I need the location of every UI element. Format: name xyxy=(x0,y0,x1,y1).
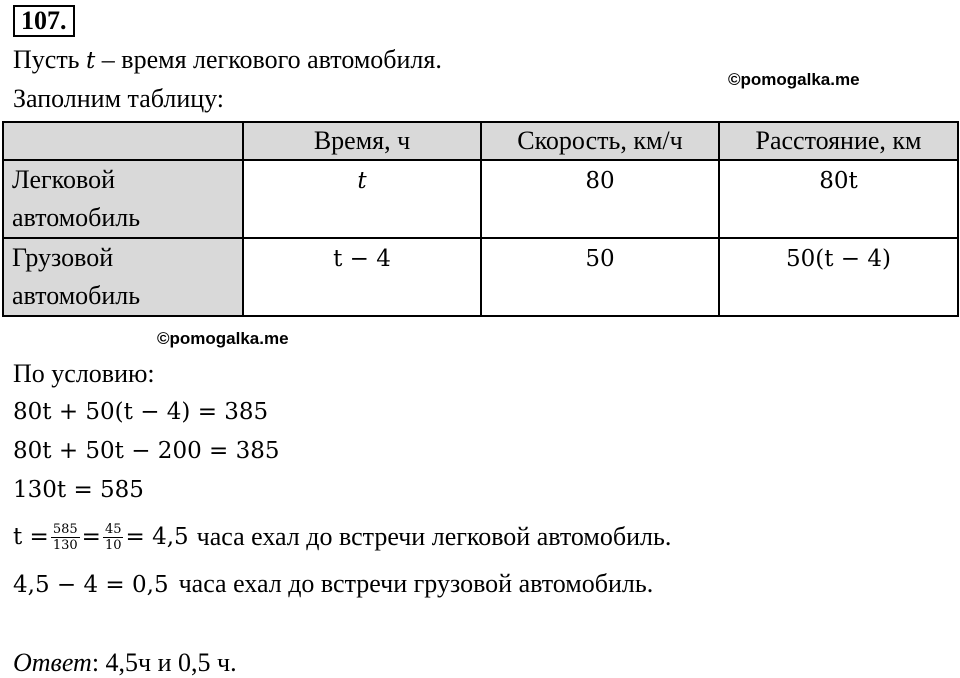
solution-lhs: t = xyxy=(13,524,49,550)
fraction-numerator: 45 xyxy=(104,521,122,537)
table-header-row xyxy=(3,122,958,160)
fraction-denominator: 130 xyxy=(52,537,78,553)
intro-let-var: t xyxy=(86,48,96,74)
table-cell-distance xyxy=(719,238,958,316)
row-label-line1: Легковой xyxy=(12,165,115,194)
row-label-line2: автомобиль xyxy=(12,203,141,232)
table-header-time: Время, ч xyxy=(243,122,481,160)
truck-line xyxy=(13,569,653,600)
table-cell-speed xyxy=(481,160,719,238)
fraction xyxy=(103,522,124,553)
equation-line: 80t + 50t − 200 = 385 xyxy=(13,438,280,464)
table-cell-time xyxy=(243,160,481,238)
table-header-speed: Скорость, км/ч xyxy=(481,122,719,160)
watermark-middle: ©pomogalka.me xyxy=(157,329,289,348)
solution-text: часа ехал до встречи легковой автомобиль. xyxy=(196,522,672,551)
cell-distance-value: 50(t − 4) xyxy=(786,246,891,272)
equation-line: 80t + 50(t − 4) = 385 xyxy=(13,399,269,425)
solution-result: = 4,5 xyxy=(125,524,189,550)
solution-line xyxy=(13,512,671,562)
answer-text: : 4,5ч и 0,5 ч. xyxy=(91,648,237,677)
answer-label: Ответ xyxy=(13,648,92,677)
equals-sign: = xyxy=(81,524,101,550)
cell-time-value: t xyxy=(357,168,367,194)
solution-table xyxy=(2,121,959,317)
condition-text: По условию: xyxy=(13,359,155,388)
intro-let-line xyxy=(13,45,442,76)
fraction-denominator: 10 xyxy=(104,537,122,553)
equation-line: 130t = 585 xyxy=(13,477,144,503)
watermark-top: ©pomogalka.me xyxy=(728,70,860,89)
intro-let-prefix: Пусть xyxy=(13,45,80,74)
answer-line xyxy=(13,648,237,678)
table-cell-time xyxy=(243,238,481,316)
table-cell-distance xyxy=(719,160,958,238)
fill-table-text: Заполним таблицу: xyxy=(13,84,225,113)
table-row-label xyxy=(3,238,243,316)
table-row-car xyxy=(3,160,958,238)
table-header-distance: Расстояние, км xyxy=(719,122,958,160)
cell-distance-value: 80t xyxy=(819,168,858,194)
table-row-truck xyxy=(3,238,958,316)
row-label-line1: Грузовой xyxy=(12,243,114,272)
fraction xyxy=(51,522,80,553)
problem-number: 107. xyxy=(13,5,75,37)
fraction-numerator: 585 xyxy=(52,521,78,537)
intro-let-suffix: – время легкового автомобиля. xyxy=(101,45,442,74)
table-row-label xyxy=(3,160,243,238)
table-header-cell-empty xyxy=(3,122,243,160)
cell-speed-value: 50 xyxy=(585,246,615,272)
truck-text: часа ехал до встречи грузовой автомобиль. xyxy=(178,569,654,598)
table-cell-speed xyxy=(481,238,719,316)
cell-speed-value: 80 xyxy=(585,168,615,194)
row-label-line2: автомобиль xyxy=(12,281,141,310)
cell-time-value: t − 4 xyxy=(333,246,391,272)
truck-expression: 4,5 − 4 = 0,5 xyxy=(13,572,169,598)
